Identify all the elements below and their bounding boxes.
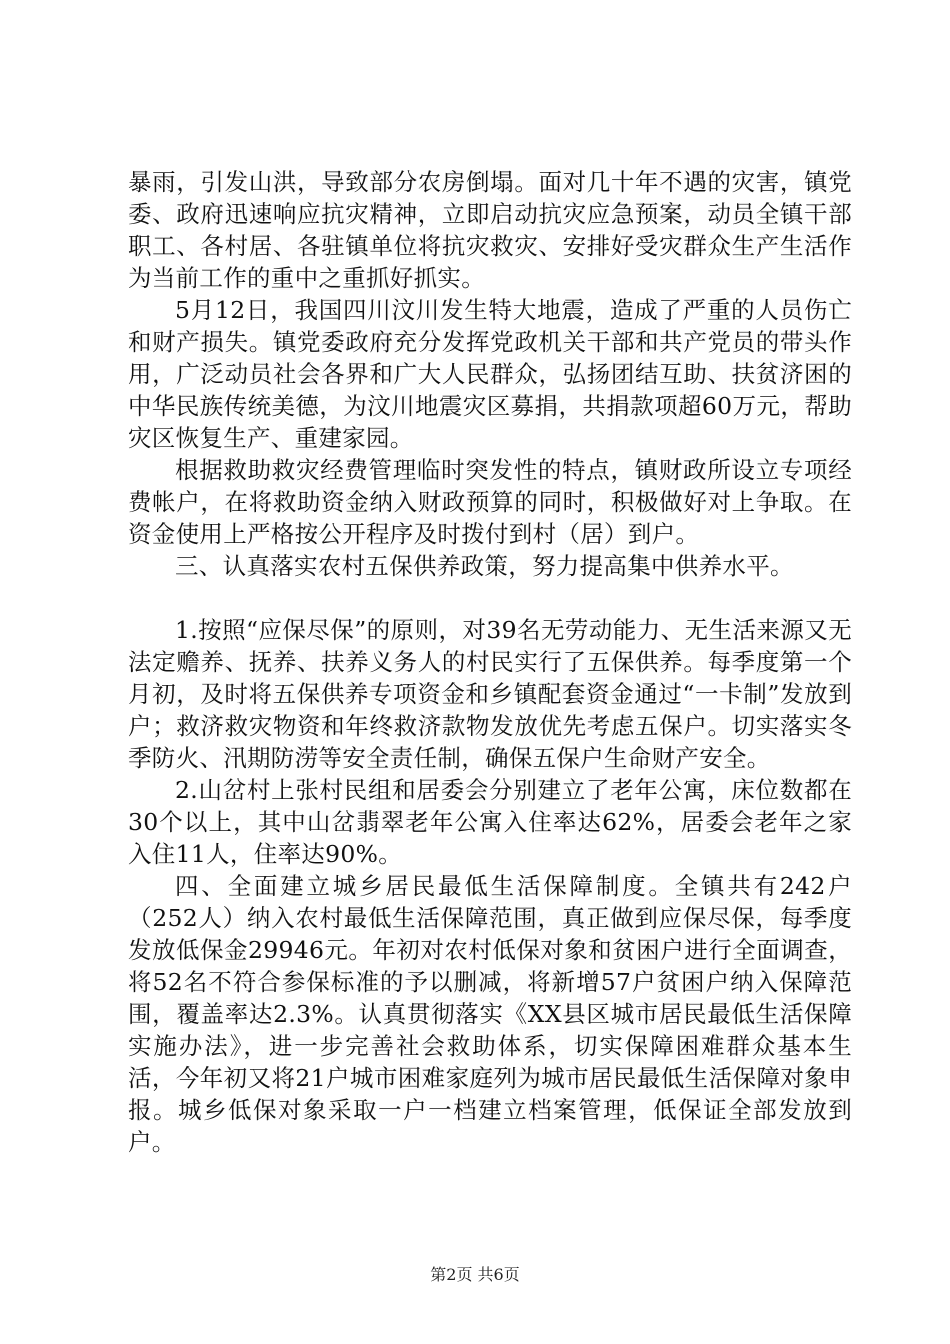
document-body	[128, 166, 852, 1158]
paragraph-five-guarantees-support: 1.按照“应保尽保”的原则，对39名无劳动能力、无生活来源又无法定赡养、抚养、扶养义务人的村民实行了五保供养。每季度第一个月初，及时将五保供养专项资金和乡镇配套资金通过“一卡制”发放到户；救济救灾物资和年终救济款物发放优先考虑五保户。切实落实冬季防火、汛期防涝等安全责任制，确保五保户生命财产安全。	[128, 616, 852, 772]
paragraph-flood-response: 暴雨，引发山洪，导致部分农房倒塌。面对几十年不遇的灾害，镇党委、政府迅速响应抗灾精神，立即启动抗灾应急预案，动员全镇干部职工、各村居、各驻镇单位将抗灾救灾、安排好受灾群众生产生活作为当前工作的重中之重抓好抓实。	[128, 168, 852, 292]
paragraph-relief-funds: 根据救助救灾经费管理临时突发性的特点，镇财政所设立专项经费帐户，在将救助资金纳入财政预算的同时，积极做好对上争取。在资金使用上严格按公开程序及时拨付到村（居）到户。	[128, 456, 852, 548]
paragraph-elderly-apartments: 2.山岔村上张村民组和居委会分别建立了老年公寓，床位数都在30个以上，其中山岔翡翠老年公寓入住率达62%，居委会老年之家入住11人，住率达90%。	[128, 776, 852, 868]
paragraph-earthquake-donation: 5月12日，我国四川汶川发生特大地震，造成了严重的人员伤亡和财产损失。镇党委政府充分发挥党政机关干部和共产党员的带头作用，广泛动员社会各界和广大人民群众，弘扬团结互助、扶贫济困的中华民族传统美德，为汶川地震灾区募捐，共捐款项超60万元，帮助灾区恢复生产、重建家园。	[128, 296, 852, 452]
paragraph-minimum-living-security: 四、全面建立城乡居民最低生活保障制度。全镇共有242户（252人）纳入农村最低生活保障范围，真正做到应保尽保，每季度发放低保金29946元。年初对农村低保对象和贫困户进行全面调查，将52名不符合参保标准的予以删减，将新增57户贫困户纳入保障范围，覆盖率达2.3%。认真贯彻落实《XX县区城市居民最低生活保障实施办法》，进一步完善社会救助体系，切实保障困难群众基本生活，今年初又将21户城市困难家庭列为城市居民最低生活保障对象申报。城乡低保对象采取一户一档建立档案管理，低保证全部发放到户。	[128, 872, 852, 1156]
page-number-footer: 第2页 共6页	[430, 1265, 520, 1284]
section-heading-five-guarantees: 三、认真落实农村五保供养政策，努力提高集中供养水平。	[175, 552, 794, 580]
